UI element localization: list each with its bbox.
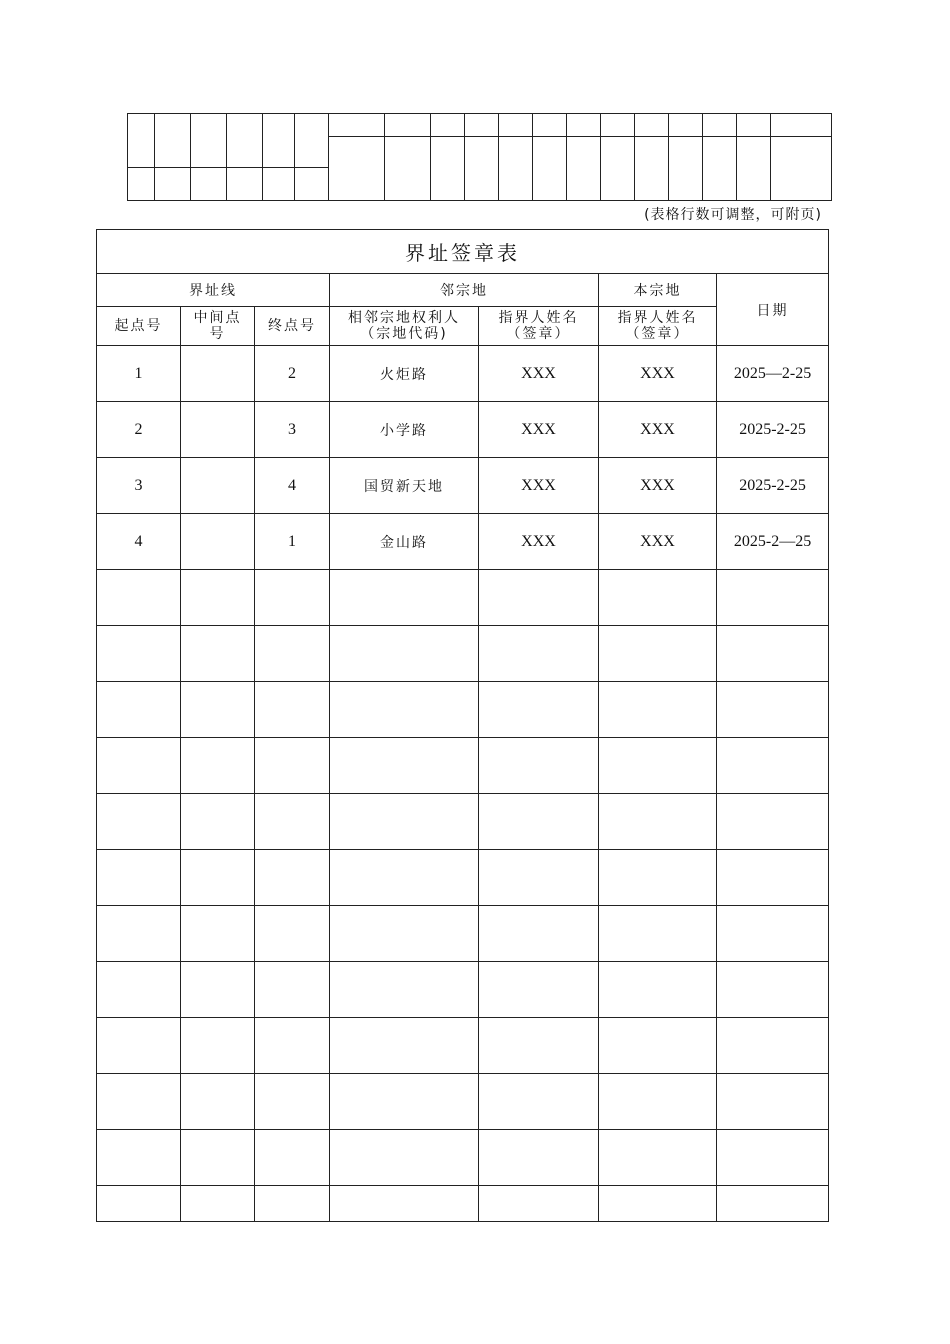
empty-cell bbox=[479, 962, 599, 1018]
cell-start: 4 bbox=[97, 514, 181, 570]
grid-cell bbox=[128, 167, 155, 200]
grid-cell bbox=[155, 114, 191, 168]
header-mid-point-label: 中间点号 bbox=[193, 310, 242, 342]
empty-cell bbox=[181, 906, 255, 962]
empty-cell bbox=[97, 738, 181, 794]
grid-cell bbox=[263, 167, 295, 200]
empty-cell bbox=[717, 738, 829, 794]
cell-start: 3 bbox=[97, 458, 181, 514]
header-neighbor-signer-line1: 指界人姓名 bbox=[498, 310, 579, 326]
header-boundary-line: 界址线 bbox=[97, 274, 330, 307]
empty-cell bbox=[479, 1074, 599, 1130]
empty-cell bbox=[97, 626, 181, 682]
empty-cell bbox=[330, 962, 479, 1018]
grid-cell bbox=[191, 114, 227, 168]
cell-date: 2025-2-25 bbox=[717, 458, 829, 514]
empty-cell bbox=[599, 850, 717, 906]
grid-cell bbox=[128, 114, 155, 168]
empty-row bbox=[97, 626, 829, 682]
empty-cell bbox=[717, 962, 829, 1018]
cell-neighbor: 小学路 bbox=[330, 402, 479, 458]
cell-end: 1 bbox=[255, 514, 330, 570]
empty-cell bbox=[330, 570, 479, 626]
cell-end: 4 bbox=[255, 458, 330, 514]
grid-cell bbox=[601, 137, 635, 201]
grid-cell bbox=[601, 114, 635, 137]
cell-neighbor: 金山路 bbox=[330, 514, 479, 570]
header-start-point: 起点号 bbox=[97, 307, 181, 346]
empty-cell bbox=[330, 1186, 479, 1222]
empty-cell bbox=[330, 906, 479, 962]
grid-cell bbox=[703, 114, 737, 137]
empty-cell bbox=[599, 794, 717, 850]
cell-date: 2025-2-25 bbox=[717, 402, 829, 458]
table-row bbox=[97, 514, 829, 570]
grid-cell bbox=[499, 114, 533, 137]
empty-row bbox=[97, 1186, 829, 1222]
grid-cell bbox=[263, 114, 295, 168]
empty-cell bbox=[479, 1018, 599, 1074]
empty-cell bbox=[255, 682, 330, 738]
empty-cell bbox=[255, 1130, 330, 1186]
grid-cell bbox=[329, 137, 385, 201]
empty-row bbox=[97, 906, 829, 962]
empty-row bbox=[97, 570, 829, 626]
table-row bbox=[97, 458, 829, 514]
header-neighbor-signer-line2: （签章） bbox=[506, 326, 571, 342]
empty-cell bbox=[181, 1018, 255, 1074]
empty-cell bbox=[717, 682, 829, 738]
empty-cell bbox=[255, 850, 330, 906]
grid-cell bbox=[635, 137, 669, 201]
cell-date: 2025-2—25 bbox=[717, 514, 829, 570]
header-neighbor-owner bbox=[330, 307, 479, 346]
empty-cell bbox=[330, 794, 479, 850]
grid-cell bbox=[465, 137, 499, 201]
empty-cell bbox=[181, 850, 255, 906]
cell-neighbor: 火炬路 bbox=[330, 346, 479, 402]
header-neighbor-parcel: 邻宗地 bbox=[330, 274, 599, 307]
grid-cell bbox=[533, 114, 567, 137]
empty-cell bbox=[181, 962, 255, 1018]
empty-cell bbox=[181, 626, 255, 682]
cell-neighbor-signer: XXX bbox=[479, 514, 599, 570]
grid-cell bbox=[567, 137, 601, 201]
grid-cell bbox=[227, 167, 263, 200]
empty-cell bbox=[181, 682, 255, 738]
header-date: 日期 bbox=[717, 274, 829, 346]
empty-cell bbox=[97, 682, 181, 738]
table-row bbox=[97, 346, 829, 402]
empty-row bbox=[97, 1074, 829, 1130]
cell-end: 2 bbox=[255, 346, 330, 402]
empty-cell bbox=[97, 570, 181, 626]
cell-own-signer: XXX bbox=[599, 514, 717, 570]
cell-start: 2 bbox=[97, 402, 181, 458]
grid-cell bbox=[227, 114, 263, 168]
empty-cell bbox=[255, 1186, 330, 1222]
empty-cell bbox=[599, 1186, 717, 1222]
table-title: 界址签章表 bbox=[97, 230, 829, 274]
empty-cell bbox=[479, 1130, 599, 1186]
empty-cell bbox=[717, 1186, 829, 1222]
boundary-signature-table bbox=[96, 229, 829, 1222]
empty-cell bbox=[599, 738, 717, 794]
header-end-point: 终点号 bbox=[255, 307, 330, 346]
grid-cell bbox=[295, 167, 329, 200]
empty-cell bbox=[255, 738, 330, 794]
empty-cell bbox=[479, 794, 599, 850]
empty-cell bbox=[479, 1186, 599, 1222]
header-mid-point bbox=[181, 307, 255, 346]
empty-cell bbox=[181, 1186, 255, 1222]
cell-own-signer: XXX bbox=[599, 346, 717, 402]
grid-cell bbox=[385, 114, 431, 137]
cell-date: 2025—2-25 bbox=[717, 346, 829, 402]
empty-cell bbox=[97, 850, 181, 906]
grid-cell bbox=[669, 137, 703, 201]
empty-row bbox=[97, 738, 829, 794]
empty-row bbox=[97, 682, 829, 738]
empty-cell bbox=[479, 682, 599, 738]
grid-cell bbox=[431, 137, 465, 201]
empty-cell bbox=[717, 626, 829, 682]
grid-cell bbox=[191, 167, 227, 200]
empty-cell bbox=[330, 850, 479, 906]
empty-cell bbox=[599, 962, 717, 1018]
empty-cell bbox=[717, 1018, 829, 1074]
empty-cell bbox=[479, 738, 599, 794]
table-note: (表格行数可调整，可附页) bbox=[644, 207, 822, 223]
empty-row bbox=[97, 794, 829, 850]
header-own-signer-line2: （签章） bbox=[625, 326, 690, 342]
cell-neighbor-signer: XXX bbox=[479, 458, 599, 514]
empty-cell bbox=[717, 570, 829, 626]
empty-cell bbox=[330, 626, 479, 682]
cell-neighbor-signer: XXX bbox=[479, 402, 599, 458]
empty-cell bbox=[479, 570, 599, 626]
empty-cell bbox=[599, 1018, 717, 1074]
empty-cell bbox=[181, 1074, 255, 1130]
cell-neighbor: 国贸新天地 bbox=[330, 458, 479, 514]
cell-own-signer: XXX bbox=[599, 458, 717, 514]
grid-cell bbox=[771, 137, 832, 201]
empty-cell bbox=[181, 1130, 255, 1186]
grid-cell bbox=[635, 114, 669, 137]
empty-cell bbox=[97, 906, 181, 962]
cell-mid bbox=[181, 346, 255, 402]
empty-cell bbox=[330, 682, 479, 738]
empty-cell bbox=[255, 1018, 330, 1074]
cell-mid bbox=[181, 402, 255, 458]
grid-cell bbox=[737, 137, 771, 201]
empty-cell bbox=[599, 906, 717, 962]
grid-cell bbox=[703, 137, 737, 201]
header-own-signer-line1: 指界人姓名 bbox=[617, 310, 698, 326]
empty-cell bbox=[255, 570, 330, 626]
empty-cell bbox=[97, 1074, 181, 1130]
empty-cell bbox=[717, 1074, 829, 1130]
empty-cell bbox=[330, 1018, 479, 1074]
grid-cell bbox=[567, 114, 601, 137]
empty-cell bbox=[181, 794, 255, 850]
empty-row bbox=[97, 1018, 829, 1074]
grid-cell bbox=[295, 114, 329, 168]
empty-cell bbox=[181, 738, 255, 794]
empty-cell bbox=[255, 962, 330, 1018]
empty-row bbox=[97, 1130, 829, 1186]
empty-cell bbox=[97, 1186, 181, 1222]
empty-cell bbox=[255, 1074, 330, 1130]
top-empty-grid bbox=[127, 113, 832, 201]
grid-cell bbox=[499, 137, 533, 201]
empty-cell bbox=[97, 1130, 181, 1186]
grid-cell bbox=[771, 114, 832, 137]
cell-neighbor-signer: XXX bbox=[479, 346, 599, 402]
empty-cell bbox=[717, 906, 829, 962]
empty-cell bbox=[717, 1130, 829, 1186]
header-own-signer bbox=[599, 307, 717, 346]
empty-cell bbox=[599, 570, 717, 626]
grid-cell bbox=[465, 114, 499, 137]
empty-cell bbox=[599, 1074, 717, 1130]
empty-cell bbox=[97, 1018, 181, 1074]
header-own-parcel: 本宗地 bbox=[599, 274, 717, 307]
grid-cell bbox=[385, 137, 431, 201]
header-neighbor-signer bbox=[479, 307, 599, 346]
empty-row bbox=[97, 962, 829, 1018]
cell-own-signer: XXX bbox=[599, 402, 717, 458]
header-neighbor-owner-line1: 相邻宗地权利人 bbox=[348, 310, 460, 326]
grid-cell bbox=[669, 114, 703, 137]
empty-cell bbox=[599, 682, 717, 738]
grid-cell bbox=[155, 167, 191, 200]
empty-cell bbox=[330, 1074, 479, 1130]
empty-cell bbox=[599, 1130, 717, 1186]
cell-end: 3 bbox=[255, 402, 330, 458]
empty-cell bbox=[330, 738, 479, 794]
empty-cell bbox=[255, 794, 330, 850]
cell-start: 1 bbox=[97, 346, 181, 402]
empty-cell bbox=[97, 962, 181, 1018]
empty-cell bbox=[717, 794, 829, 850]
empty-cell bbox=[479, 850, 599, 906]
grid-cell bbox=[737, 114, 771, 137]
header-neighbor-owner-line2: （宗地代码) bbox=[360, 326, 448, 342]
empty-cell bbox=[479, 626, 599, 682]
empty-cell bbox=[97, 794, 181, 850]
empty-row bbox=[97, 850, 829, 906]
empty-cell bbox=[599, 626, 717, 682]
table-row bbox=[97, 402, 829, 458]
empty-cell bbox=[330, 1130, 479, 1186]
grid-cell bbox=[431, 114, 465, 137]
empty-cell bbox=[181, 570, 255, 626]
empty-cell bbox=[255, 906, 330, 962]
cell-mid bbox=[181, 458, 255, 514]
grid-cell bbox=[329, 114, 385, 137]
cell-mid bbox=[181, 514, 255, 570]
grid-cell bbox=[533, 137, 567, 201]
empty-cell bbox=[479, 906, 599, 962]
empty-cell bbox=[255, 626, 330, 682]
empty-cell bbox=[717, 850, 829, 906]
